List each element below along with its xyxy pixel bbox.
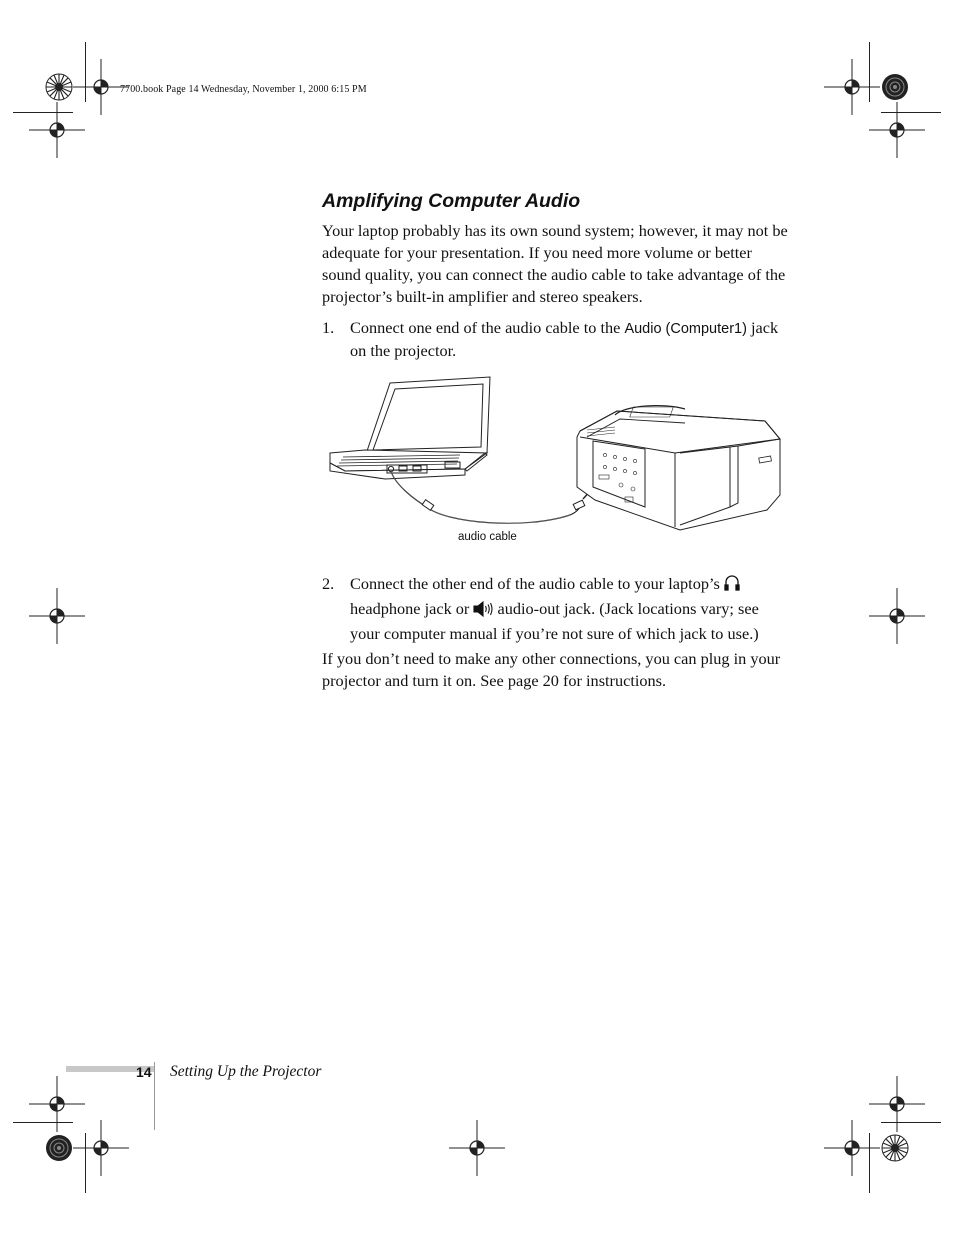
figure-caption: audio cable bbox=[458, 531, 517, 543]
headphone-icon bbox=[724, 574, 740, 598]
step-text: Connect one end of the audio cable to the bbox=[350, 318, 625, 337]
jack-label: Audio (Computer1) bbox=[624, 321, 747, 337]
page-number: 14 bbox=[136, 1064, 152, 1080]
step-text: Connect the other end of the audio cable to your laptop’s bbox=[350, 574, 724, 593]
step-text: jack on the projector. bbox=[350, 318, 779, 360]
speaker-icon bbox=[473, 601, 493, 623]
projector-illustration bbox=[577, 406, 780, 530]
connection-illustration bbox=[325, 375, 785, 535]
section-heading: Amplifying Computer Audio bbox=[322, 190, 581, 212]
closing-paragraph: If you don’t need to make any other connections, you can plug in your projector and turn it on. See page 20 for instructions. bbox=[322, 649, 781, 690]
step-2 bbox=[322, 573, 792, 645]
intro-paragraph: Your laptop probably has its own sound system; however, it may not be adequate for your presentation. If you need more volume or better sound quality, you can connect the audio cable to take advantage of the projector’s built-in amplifier and stereo speakers. bbox=[322, 221, 788, 306]
step-1 bbox=[322, 317, 792, 362]
step-text: audio-out jack. (Jack locations vary; see your computer manual if you’re not sure of which jack to use.) bbox=[350, 599, 759, 643]
footer-divider bbox=[154, 1062, 155, 1130]
step-text: headphone jack or bbox=[350, 599, 474, 618]
step-number: 1. bbox=[322, 318, 335, 337]
footer-section-name: Setting Up the Projector bbox=[170, 1063, 322, 1080]
step-number: 2. bbox=[322, 574, 335, 593]
print-slug: 7700.book Page 14 Wednesday, November 1, 2000 6:15 PM bbox=[120, 84, 367, 95]
laptop-illustration bbox=[330, 377, 490, 479]
